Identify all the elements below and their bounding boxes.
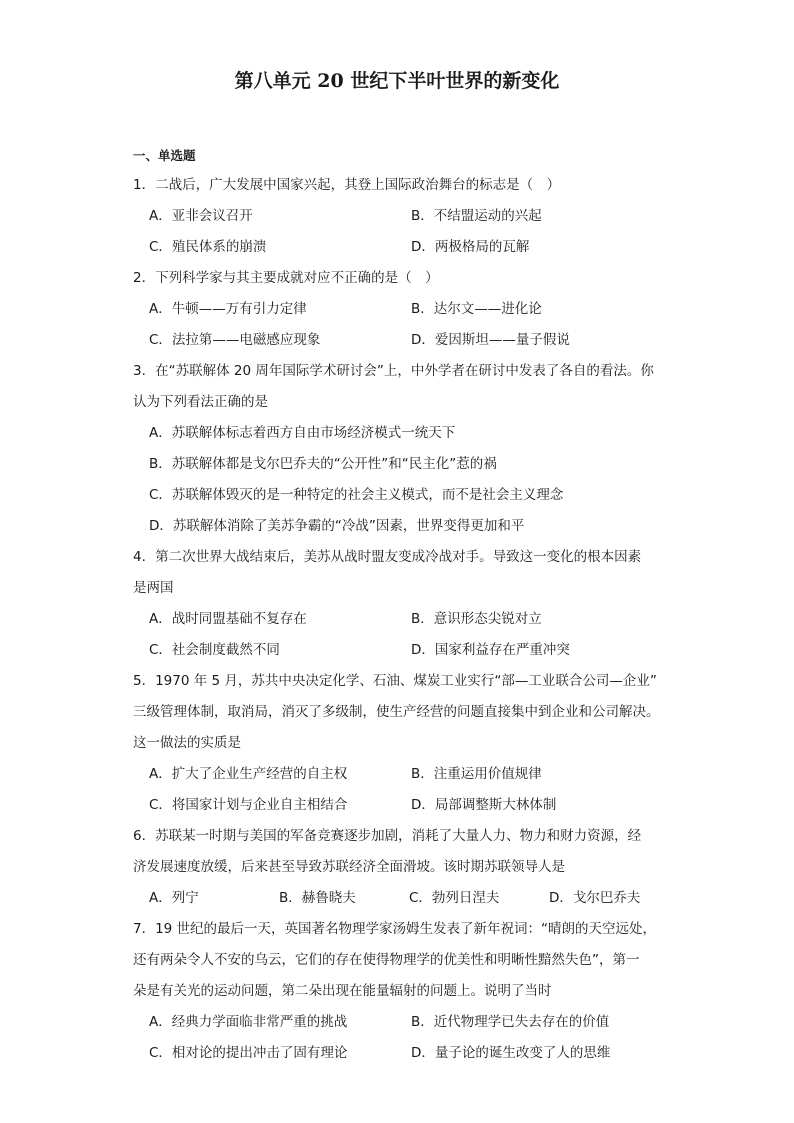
question-stem-line: 这一做法的实质是 [133, 735, 241, 751]
options [133, 604, 663, 666]
question-stem-line: 6．苏联某一时期与美国的军备竞赛逐步加剧，消耗了大量人力、物力和财力资源，经 [133, 828, 642, 844]
question-stem-line: 2．下列科学家与其主要成就对应不正确的是（ ） [133, 270, 439, 286]
option-a: A．扩大了企业生产经营的自主权 [149, 766, 348, 782]
options [133, 759, 663, 821]
options [133, 201, 663, 263]
option-b: B．苏联解体都是戈尔巴乔夫的“公开性”和“民主化”惹的祸 [149, 456, 497, 472]
options [133, 294, 663, 356]
question-stem-line: 济发展速度放缓，后来甚至导致苏联经济全面滑坡。该时期苏联领导人是 [133, 859, 565, 875]
question-stem-line: 7．19 世纪的最后一天，英国著名物理学家汤姆生发表了新年祝词：“晴朗的天空远处， [133, 921, 657, 937]
question-stem-line: 三级管理体制，取消局，消灭了多级制，使生产经营的问题直接集中到企业和公司解决。 [133, 704, 660, 720]
option-a: A．亚非会议召开 [149, 208, 253, 224]
question-7 [133, 914, 663, 1069]
question-stem-line: 4．第二次世界大战结束后，美苏从战时盟友变成冷战对手。导致这一变化的根本因素 [133, 549, 642, 565]
option-a: A．经典力学面临非常严重的挑战 [149, 1014, 348, 1030]
option-c: C．社会制度截然不同 [149, 642, 280, 658]
question-2 [133, 263, 663, 356]
option-c: C．法拉第——电磁感应现象 [149, 332, 321, 348]
question-3 [133, 356, 663, 542]
option-a: A．苏联解体标志着西方自由市场经济模式一统天下 [149, 425, 456, 441]
option-c: C．相对论的提出冲击了固有理论 [149, 1045, 348, 1061]
options [133, 418, 663, 542]
option-a: A．战时同盟基础不复存在 [149, 611, 307, 627]
option-d: D．两极格局的瓦解 [411, 239, 530, 255]
question-stem-line: 3．在“苏联解体 20 周年国际学术研讨会”上，中外学者在研讨中发表了各自的看法。你 [133, 363, 654, 379]
question-list [133, 170, 663, 1069]
question-5 [133, 666, 663, 821]
option-a: A．牛顿——万有引力定律 [149, 301, 307, 317]
option-c: C．殖民体系的崩溃 [149, 239, 267, 255]
question-6 [133, 821, 663, 914]
options [133, 883, 663, 914]
option-d: D．戈尔巴乔夫 [549, 890, 641, 906]
section-heading: 一、单选题 [133, 148, 196, 163]
option-a: A．列宁 [149, 890, 199, 906]
option-b: B．注重运用价值规律 [411, 766, 542, 782]
option-b: B．近代物理学已失去存在的价值 [411, 1014, 610, 1030]
question-stem-line: 还有两朵令人不安的乌云，它们的存在使得物理学的优美性和明晰性黯然失色”，第一 [133, 952, 640, 968]
option-d: D．苏联解体消除了美苏争霸的“冷战”因素，世界变得更加和平 [149, 518, 525, 534]
option-c: C．勃列日涅夫 [409, 890, 500, 906]
page-title: 第八单元 20 世纪下半叶世界的新变化 [234, 70, 560, 92]
question-4 [133, 542, 663, 666]
question-stem-line: 是两国 [133, 580, 174, 596]
option-c: C．苏联解体毁灭的是一种特定的社会主义模式，而不是社会主义理念 [149, 487, 564, 503]
option-d: D．局部调整斯大林体制 [411, 797, 557, 813]
option-b: B．赫鲁晓夫 [279, 890, 356, 906]
option-c: C．将国家计划与企业自主相结合 [149, 797, 348, 813]
question-1 [133, 170, 663, 263]
question-stem-line: 朵是有关光的运动问题，第二朵出现在能量辐射的问题上。说明了当时 [133, 983, 552, 999]
option-b: B．意识形态尖锐对立 [411, 611, 542, 627]
option-b: B．达尔文——进化论 [411, 301, 542, 317]
option-d: D．爱因斯坦——量子假说 [411, 332, 570, 348]
question-stem-line: 认为下列看法正确的是 [133, 394, 268, 410]
question-stem-line: 5．1970 年 5 月，苏共中央决定化学、石油、煤炭工业实行“部—工业联合公司—企业” [133, 673, 657, 689]
options [133, 1007, 663, 1069]
option-d: D．量子论的诞生改变了人的思维 [411, 1045, 611, 1061]
option-d: D．国家利益存在严重冲突 [411, 642, 570, 658]
option-b: B．不结盟运动的兴起 [411, 208, 542, 224]
question-stem-line: 1．二战后，广大发展中国家兴起，其登上国际政治舞台的标志是（ ） [133, 177, 561, 193]
